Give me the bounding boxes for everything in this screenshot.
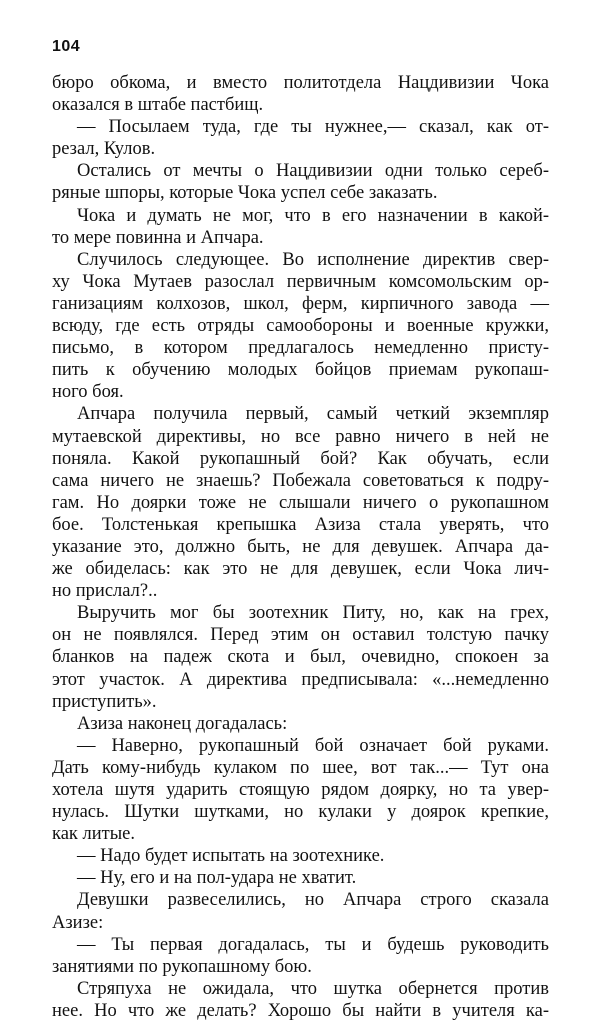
text-line: Азизе: (52, 912, 104, 933)
text-line: — Ты первая догадалась, ты и будешь руководить (77, 934, 549, 955)
text-line: то мере повинна и Апчара. (52, 227, 264, 248)
text-line: Азиза наконец догадалась: (77, 713, 288, 734)
text-line: занятиями по рукопашному бою. (52, 956, 312, 977)
text-line: — Посылаем туда, где ты нужнее,— сказал, как от- (77, 117, 549, 138)
text-line: сама ничего не знаешь? Побежала советоваться к подру- (52, 470, 549, 491)
text-line: но прислал?.. (52, 581, 158, 602)
text-line: резал, Кулов. (52, 139, 156, 160)
text-line: этот участок. А директива предписывала: «...немедленно (52, 669, 549, 690)
text-line: ху Чока Мутаев разослал первичным комсомольским ор- (52, 271, 549, 292)
text-line: письмо, в котором предлагалось немедленно присту- (52, 338, 549, 359)
text-line: Дать кому-нибудь кулаком по шее, вот так...— Тут она (52, 757, 549, 778)
text-line: — Ну, его и на пол-удара не хватит. (77, 868, 357, 889)
text-line: Выручить мог бы зоотехник Питу, но, как на грех, (77, 603, 549, 624)
text-line: бюро обкома, и вместо политотдела Нацдивизии Чока (52, 73, 549, 93)
text-line: — Надо будет испытать на зоотехнике. (77, 846, 385, 867)
text-line: всюду, где есть отряды самообороны и военные кружки, (52, 316, 549, 337)
text-line: Апчара получила первый, самый четкий экземпляр (77, 404, 549, 425)
text-line: нулась. Шутки шутками, но кулаки у доярок крепкие, (52, 802, 549, 823)
text-line: Остались от мечты о Нацдивизии одни только сереб- (77, 161, 549, 182)
text-line: Чока и думать не мог, что в его назначении в какой- (77, 205, 549, 226)
text-line: мутаевской директивы, но все равно ничего в ней не (52, 426, 549, 447)
text-line: бое. Толстенькая крепышка Азиза стала уверять, что (52, 514, 549, 535)
text-line: — Наверно, рукопашный бой означает бой руками. (77, 735, 549, 756)
text-line: Девушки развеселились, но Апчара строго сказала (77, 890, 549, 911)
text-line: Случилось следующее. Во исполнение директив свер- (77, 249, 549, 270)
text-line: хотела шутя ударить стоящую рядом доярку, но та увер- (52, 780, 549, 800)
text-line: указание это, должно быть, не для девушек. Апчара да- (52, 536, 549, 557)
text-line: же обиделась: как это не для девушек, если Чока лич- (52, 559, 549, 580)
text-line: поняла. Какой рукопашный бой? Как обучать, если (52, 448, 549, 469)
body-text (52, 72, 549, 1022)
text-line: как литые. (52, 824, 136, 845)
page-number: 104 (52, 38, 81, 55)
text-line: ганизациям колхозов, школ, ферм, кирпичного завода — (52, 293, 549, 314)
text-line: гам. Но доярки тоже не слышали ничего о рукопашном (52, 492, 549, 513)
text-line: приступить». (52, 691, 157, 712)
text-line: ного боя. (52, 382, 124, 403)
text-line: пить к обучению молодых бойцов приемам рукопаш- (52, 360, 549, 381)
text-line: нее. Но что же делать? Хорошо бы найти в учителя ка- (52, 1000, 549, 1021)
text-line: ряные шпоры, которые Чока успел себе заказать. (52, 183, 438, 204)
text-line: он не появлялся. Перед этим он оставил толстую пачку (52, 625, 549, 646)
text-line: оказался в штабе пастбищ. (52, 95, 264, 116)
text-line: бланков на падеж скота и был, очевидно, спокоен за (52, 647, 549, 668)
text-line: Стряпуха не ожидала, что шутка обернется против (77, 978, 549, 999)
